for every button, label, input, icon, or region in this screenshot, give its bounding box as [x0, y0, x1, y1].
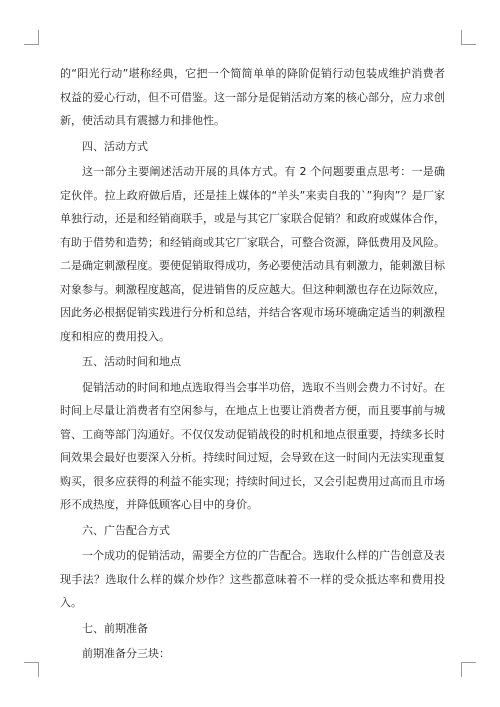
section-heading-advertising: 六、广告配合方式: [82, 523, 170, 537]
document-body: [60, 62, 445, 666]
crop-mark-top-right: [461, 30, 476, 45]
paragraph-advertising: 一个成功的促销活动，需要全方位的广告配合。选取什么样的广告创意及表现手法？选取什么样的媒介炒作？这些都意味着不一样的受众抵达率和费用投入。: [60, 549, 445, 609]
paragraph-activity-method: 这一部分主要阐述活动开展的具体方式。有 2 个问题要重点思考：一是确定伙伴。拉上政府做后盾，还是挂上媒体的“羊头”来卖自我的`”狗肉”？是厂家单独行动，还是和经销商联手，或是与其它厂家联合促销？和政府或媒体合作，有助于借势和造势；和经销商或其它厂家联合，可整合资源，降低费用及风险。二是确定刺激程度。要使促销取得成功，务必要使活动具有刺激力，能刺激目标对象参与。刺激程度越高，促进销售的反应越大。但这种刺激也存在边际效应，因此务必根据促销实践进行分析和总结，并结合客观市场环境确定适当的刺激程度和相应的费用投入。: [60, 165, 445, 343]
section-heading-time-location: 五、活动时间和地点: [82, 355, 181, 368]
paragraph-continuation: 的“阳光行动”堪称经典，它把一个简简单单的降阶促销行动包装成维护消费者权益的爱心行动，但不可借鉴。这一部分是促销活动方案的核心部分，应力求创新，使活动具有震撼力和排他性。: [60, 67, 445, 127]
section-heading-activity-method: 四、活动方式: [82, 139, 148, 153]
crop-mark-bottom-right: [461, 662, 476, 677]
crop-mark-top-left: [24, 30, 39, 45]
paragraph-preparation: 前期准备分三块：: [82, 647, 170, 660]
paragraph-time-location: 促销活动的时间和地点选取得当会事半功倍，选取不当则会费力不讨好。在时间上尽量让消费者有空闲参与，在地点上也要让消费者方便，而且要事前与城管、工商等部门沟通好。不仅仅发动促销战役的时机和地点很重要，持续多长时间效果会最好也要深入分析。持续时间过短，会导致在这一时间内无法实现重复购买，很多应获得的利益不能实现；持续时间过长，又会引起费用过高而且市场形不成热度，并降低顾客心目中的身价。: [60, 380, 445, 511]
section-heading-preparation: 七、前期准备: [82, 621, 148, 635]
crop-mark-bottom-left: [24, 662, 39, 677]
